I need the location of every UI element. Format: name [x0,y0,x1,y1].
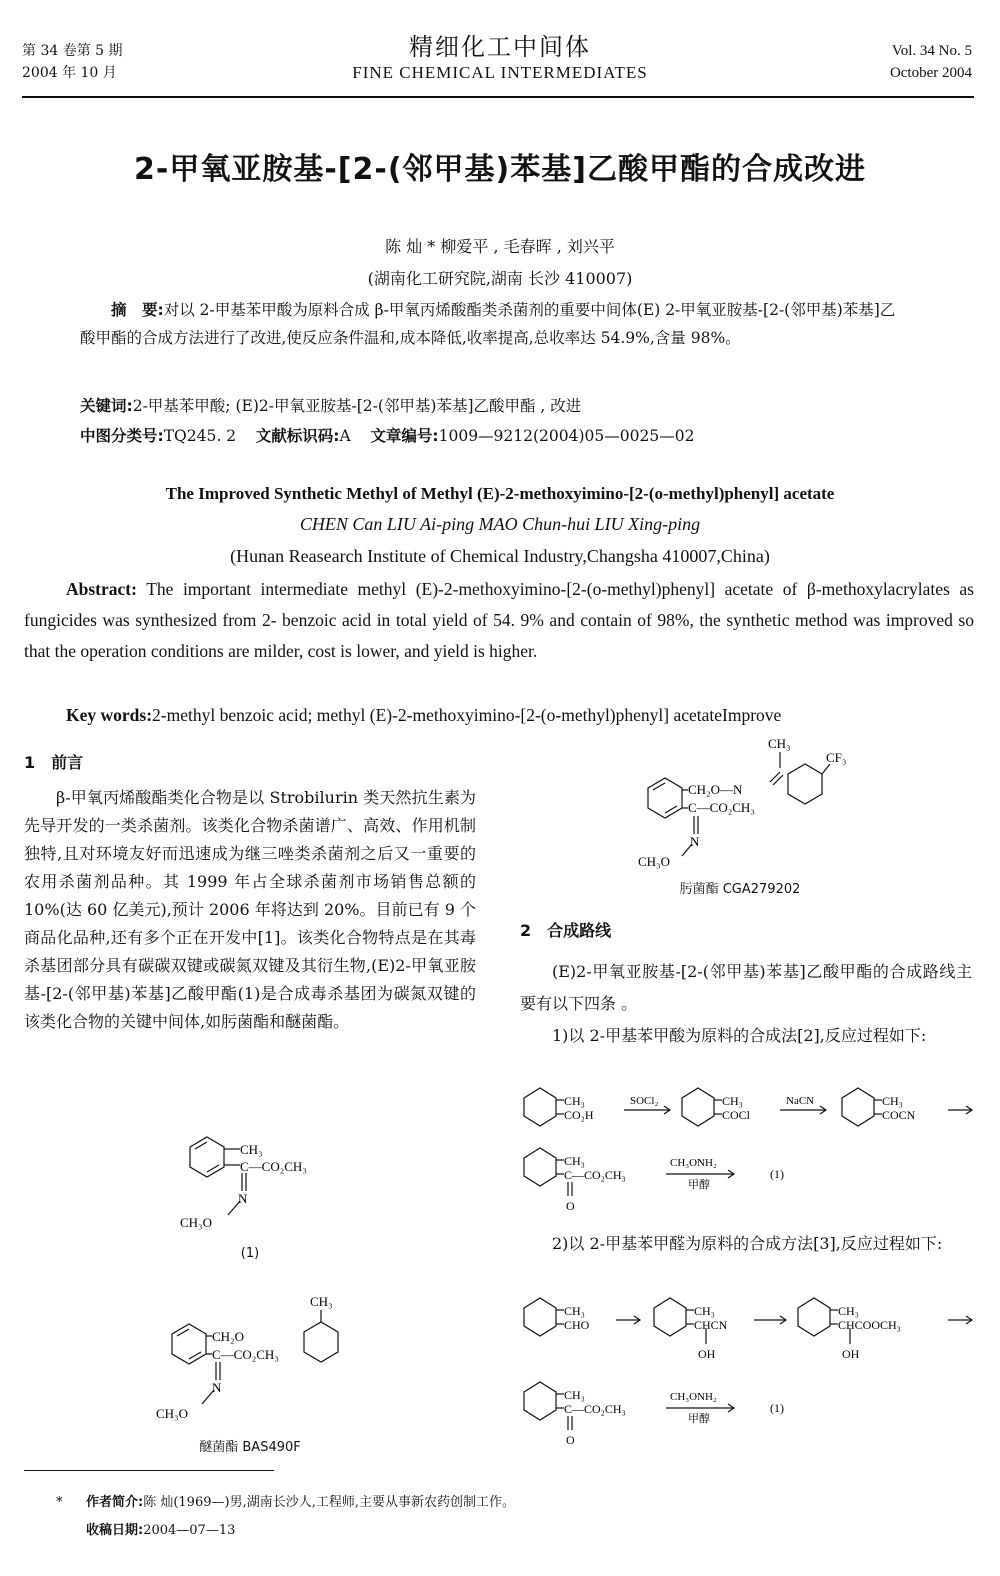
english-keywords [24,700,974,731]
svg-text:CH₃: CH₃ [564,1154,585,1168]
svg-text:O: O [566,1199,575,1213]
keywords-cn [80,392,910,420]
route1-product-label: (1) [770,1167,784,1181]
svg-text:C—CO₂CH₃: C—CO₂CH₃ [212,1347,279,1362]
issue-date-en: October 2004 [889,65,972,81]
clc-label: 中图分类号: [80,427,164,445]
svg-text:CH₃: CH₃ [838,1304,859,1318]
svg-text:C—CO₂CH₃: C—CO₂CH₃ [688,800,755,815]
svg-text:CH₃: CH₃ [768,736,791,751]
svg-text:OH: OH [698,1347,716,1361]
clc-value: TQ245. 2 [163,427,237,445]
classification-line [80,422,910,450]
affiliation: (湖南化工研究院,湖南 长沙 410007) [367,269,633,288]
svg-text:CH₃: CH₃ [882,1094,903,1108]
svg-text:CO₂H: CO₂H [564,1108,594,1122]
english-abstract-text: The important intermediate methyl (E)-2-methoxyimino-[2-(o-methyl)phenyl] acetate of β-methoxylacrylates as fungicides was synthesized from 2- benzoic acid in total yield of 54. 9% and contain of 98%, the synthetic method was improved so that the operation conditions are milder, cost is lower, and yield is higher. [24,579,974,661]
svg-text:N: N [238,1191,248,1206]
svg-text:CH₃O: CH₃O [638,854,670,869]
svg-text:CH₃: CH₃ [694,1304,715,1318]
issue-volume-en: Vol. 34 No. 5 [891,43,972,59]
route1-reagent-ch3onh2: CH₃ONH₂ [670,1157,717,1169]
english-abstract-label: Abstract: [66,579,137,599]
journal-name-cn: 精细化工中间体 [409,33,591,61]
svg-text:CH₃: CH₃ [722,1094,743,1108]
route2-reagent-methanol: 甲醇 [688,1413,710,1425]
received-date-text: 2004—07—13 [143,1523,236,1538]
bas490f-caption: 醚菌酯 BAS490F [199,1440,301,1455]
route2-reagent-ch3onh2: CH₃ONH₂ [670,1391,717,1403]
svg-text:CH₃O: CH₃O [180,1215,212,1230]
svg-text:CH₃: CH₃ [564,1388,585,1402]
compound-1-structure [160,1135,380,1250]
svg-text:OH: OH [842,1347,860,1361]
keywords-cn-text: 2-甲基苯甲酸; (E)2-甲氧亚胺基-[2-(邻甲基)苯基]乙酸甲酯 , 改进 [132,397,582,415]
route2-scheme [520,1294,980,1464]
english-authors: CHEN Can LIU Ai-ping MAO Chun-hui LIU Xing-ping [299,514,701,534]
svg-text:COCN: COCN [882,1108,916,1122]
header-rule [22,96,974,98]
route1-text: 1)以 2-甲基苯甲酸为原料的合成法[2],反应过程如下: [552,1026,927,1045]
svg-text:CH₃: CH₃ [564,1094,585,1108]
compound-1-label: (1) [240,1246,260,1261]
bas490f-structure [150,1292,370,1432]
svg-text:CF₃: CF₃ [826,750,847,765]
author-bio-text: 陈 灿(1969—)男,湖南长沙人,工程师,主要从事新农药创制工作。 [143,1495,515,1510]
route1-reagent-nacn: NaCN [786,1095,815,1107]
paper-title: 2-甲氧亚胺基-[2-(邻甲基)苯基]乙酸甲酯的合成改进 [134,152,866,187]
svg-text:C—CO₂CH₃: C—CO₂CH₃ [240,1159,307,1174]
section2-heading: 2 合成路线 [520,921,612,940]
doc-code-label: 文献标识码: [255,427,340,445]
svg-text:O: O [566,1433,575,1447]
svg-text:CH₃O: CH₃O [156,1406,188,1421]
svg-text:CHO: CHO [564,1318,590,1332]
issue-volume: 第 34 卷第 5 期 [22,43,123,59]
svg-text:CH₂O—N: CH₂O—N [688,782,743,797]
svg-text:C—CO₂CH₃: C—CO₂CH₃ [564,1402,626,1416]
svg-text:CH₃: CH₃ [310,1294,333,1309]
authors: 陈 灿 * 柳爱平 , 毛春晖 , 刘兴平 [385,237,615,256]
issue-date: 2004 年 10 月 [22,65,117,81]
article-no-label: 文章编号: [370,427,439,445]
footnote-rule [24,1470,274,1471]
cga279202-structure [630,732,870,872]
section1-paragraph: β-甲氧丙烯酸酯类化合物是以 Strobilurin 类天然抗生素为先导开发的一类杀菌剂。该类化合物杀菌谱广、高效、作用机制独特,且对环境友好而迅速成为继三唑类杀菌剂之后又一重要的农用杀菌剂品种。其 1999 年占全球杀菌剂市场销售总额的 10%(达 60 亿美元),预计 2006 年将达到 20%。目前已有 9 个商品化品种,还有多个正在开发中[1]。该类化合物特点是在其毒杀基团部分具有碳碳双键或碳氮双键及其衍生物,(E)2-甲氧亚胺基-[2-(邻甲基)苯基]乙酸甲酯(1)是合成毒杀基团为碳氮双键的该类化合物的关键中间体,如肟菌酯和醚菌酯。 [24,788,476,1031]
svg-text:CHCOOCH₃: CHCOOCH₃ [838,1318,901,1332]
abstract-cn [80,296,910,352]
article-no-value: 1009—9212(2004)05—0025—02 [438,427,695,445]
route1-reagent-socl2: SOCl₂ [630,1095,659,1107]
author-bio-label: 作者简介: [86,1495,144,1510]
english-affiliation: (Hunan Reasearch Institute of Chemical Industry,Changsha 410007,China) [230,546,770,566]
svg-text:N: N [690,834,700,849]
section2-intro: (E)2-甲氧亚胺基-[2-(邻甲基)苯基]乙酸甲酯的合成路线主要有以下四条 。 [520,962,972,1013]
english-title: The Improved Synthetic Methyl of Methyl (E)-2-methoxyimino-[2-(o-methyl)phenyl] acetate [165,484,835,503]
route2-product-label: (1) [770,1401,784,1415]
route2-text: 2)以 2-甲基苯甲醛为原料的合成方法[3],反应过程如下: [552,1234,943,1253]
svg-text:CH₂O: CH₂O [212,1329,244,1344]
journal-issue-en [890,40,972,84]
doc-code-value: A [339,427,351,445]
abstract-cn-label: 摘 要: [111,301,164,319]
journal-masthead [0,32,1000,84]
section1-heading: 1 前言 [24,753,84,772]
keywords-cn-label: 关键词: [80,397,133,415]
svg-text:N: N [212,1380,222,1395]
svg-text:CHCN: CHCN [694,1318,728,1332]
svg-text:CH₃: CH₃ [564,1304,585,1318]
received-date [86,1520,235,1542]
footnote-marker: * [56,1495,63,1510]
route1-reagent-methanol: 甲醇 [688,1179,710,1191]
svg-text:COCl: COCl [722,1108,751,1122]
english-abstract [24,574,974,667]
english-keywords-label: Key words: [66,705,153,725]
svg-text:C—CO₂CH₃: C—CO₂CH₃ [564,1168,626,1182]
english-keywords-text: 2-methyl benzoic acid; methyl (E)-2-methoxyimino-[2-(o-methyl)phenyl] acetateImprove [152,705,782,725]
author-bio [86,1492,966,1514]
received-date-label: 收稿日期: [86,1523,144,1538]
svg-text:CH₃: CH₃ [240,1142,263,1157]
journal-name-en: FINE CHEMICAL INTERMEDIATES [352,63,648,82]
route1-scheme [520,1086,980,1216]
cga279202-caption: 肟菌酯 CGA279202 [679,882,801,897]
abstract-cn-text: 对以 2-甲基苯甲酸为原料合成 β-甲氧丙烯酸酯类杀菌剂的重要中间体(E) 2-甲氧亚胺基-[2-(邻甲基)苯基]乙酸甲酯的合成方法进行了改进,使反应条件温和,成本降低,收率提高,总收率达 54.9%,含量 98%。 [80,301,896,347]
